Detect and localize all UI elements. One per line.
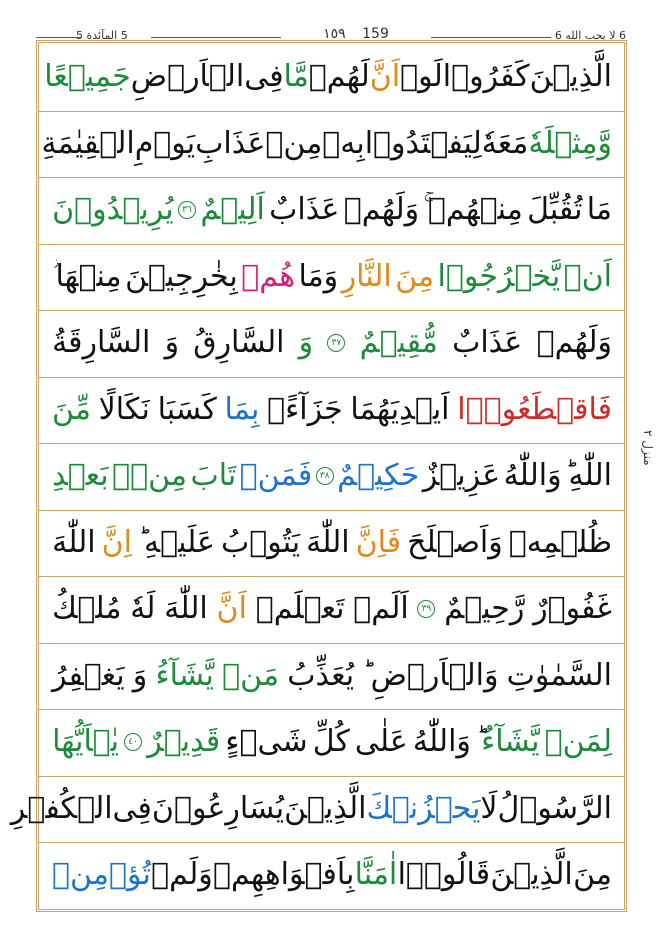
verse-line bbox=[42, 447, 622, 504]
word: كَفَرُوۡا bbox=[442, 59, 530, 94]
word: السَّارِقَةُ bbox=[52, 325, 151, 360]
word: اٰمَنَّا bbox=[354, 857, 398, 892]
word: الۡكُفۡرِ bbox=[10, 790, 113, 826]
line-separator bbox=[39, 244, 625, 245]
word: جَزَآءًۢ bbox=[267, 391, 343, 427]
word: يُرِيۡدُوۡنَ bbox=[52, 192, 174, 227]
word: لِمَنۡ bbox=[544, 724, 612, 759]
word: الَّذِيۡنَ bbox=[284, 790, 367, 826]
header-divider-left bbox=[36, 37, 81, 38]
word: كَسَبَا bbox=[157, 391, 217, 427]
word: مَّا bbox=[283, 59, 309, 94]
word: اَلَمۡ bbox=[353, 591, 409, 626]
word: وَ bbox=[164, 325, 180, 360]
word: يَّشَآءُ bbox=[155, 657, 214, 693]
word: بَعۡدِ bbox=[52, 458, 109, 493]
word: بِخٰرِجِيۡنَ bbox=[125, 258, 238, 294]
word: اَنَّ bbox=[369, 59, 401, 94]
word: اَلِيۡمٌ bbox=[200, 192, 265, 227]
verse-line bbox=[42, 647, 622, 704]
word: الَّذِيۡنَ bbox=[490, 857, 573, 892]
word: مَعَهٗ bbox=[481, 125, 529, 161]
ayah-marker: ٣٦ bbox=[178, 201, 196, 219]
word: اَنَّ bbox=[216, 591, 247, 626]
word: قَالُوۡۤا bbox=[397, 857, 491, 892]
word: نَكَالًا bbox=[98, 391, 150, 427]
word: بِهٖ bbox=[322, 125, 365, 161]
word: يُعَذِّبُ bbox=[287, 657, 355, 693]
ayah-marker: ٣٧ bbox=[327, 334, 345, 352]
verse-line bbox=[42, 248, 622, 305]
word: عَلٰى bbox=[354, 724, 408, 759]
juz-label: 6 لا يحب الله 6 bbox=[554, 29, 626, 42]
word: يَوۡمِ bbox=[134, 125, 196, 161]
word: وَلَمۡ bbox=[151, 857, 213, 892]
word: مِّنَ bbox=[52, 391, 91, 427]
word: عَلَيۡهِ bbox=[143, 524, 215, 560]
line-separator bbox=[39, 842, 625, 843]
word: رَّحِيۡمٌ bbox=[444, 591, 525, 626]
verse-line bbox=[42, 48, 622, 105]
word: حَكِيۡمٌ bbox=[337, 458, 420, 493]
word: مِنۡۢ bbox=[112, 458, 187, 493]
word: وَ bbox=[132, 657, 148, 693]
word: بِاَفۡوَاهِهِمۡ bbox=[213, 857, 355, 892]
word: يُسَارِعُوۡنَ bbox=[151, 790, 285, 826]
word: فِى bbox=[244, 59, 284, 94]
word: قَدِيۡرٌ bbox=[147, 724, 221, 759]
word: تَابَ bbox=[190, 458, 237, 493]
line-separator bbox=[39, 776, 625, 777]
word: الۡقِيٰمَةِ bbox=[41, 125, 135, 161]
word: وَالۡاَرۡضِ bbox=[370, 657, 499, 693]
ayah-marker: ٣٨ bbox=[316, 467, 334, 485]
word: لَهٗ bbox=[130, 591, 156, 626]
word: وَلَهُمۡ bbox=[536, 325, 612, 360]
word: عَذَابٌ bbox=[269, 192, 340, 227]
word: اللّٰهَ bbox=[306, 524, 350, 560]
word: السَّارِقُ bbox=[193, 325, 285, 360]
word: عَزِيۡزٌ bbox=[422, 458, 501, 493]
word: الۡاَرۡضِ bbox=[130, 59, 245, 94]
verse-line bbox=[10, 780, 622, 837]
word: مِنۡهَا bbox=[55, 258, 122, 294]
line-separator bbox=[39, 643, 625, 644]
word: تَعۡلَمۡ bbox=[255, 591, 345, 626]
word: اللّٰهَ bbox=[164, 591, 208, 626]
word: يٰۤاَيُّهَا bbox=[52, 724, 119, 759]
line-separator bbox=[39, 177, 625, 178]
word: وَاللّٰهُ bbox=[503, 458, 562, 493]
word: تُقُبِّلَ bbox=[527, 192, 583, 227]
word: مِنۡ bbox=[265, 125, 323, 161]
word: لَا bbox=[480, 790, 498, 826]
word: اَيۡدِيَهُمَا bbox=[350, 391, 450, 427]
word: هُمۡ bbox=[241, 258, 296, 294]
word: مُّقِيۡمٌ bbox=[359, 325, 438, 360]
word: السَّمٰوٰتِ bbox=[506, 657, 612, 693]
verse-line bbox=[42, 713, 622, 770]
word: فَمَنۡ bbox=[239, 458, 313, 493]
word: الرَّسُوۡلُ bbox=[497, 790, 612, 826]
word: فَاِنَّ bbox=[355, 524, 402, 560]
word: يَحۡزُنۡكَ bbox=[366, 790, 481, 826]
word: مَنۡ bbox=[222, 657, 280, 693]
line-separator bbox=[39, 310, 625, 311]
surah-label: 5 المآئدة 5 bbox=[76, 29, 128, 42]
header-divider bbox=[431, 37, 551, 38]
word: غَفُوۡرٌ bbox=[533, 591, 612, 626]
verse-line bbox=[42, 580, 622, 637]
line-separator bbox=[39, 443, 625, 444]
word: مِنۡهُمۡ bbox=[427, 192, 523, 227]
line-separator bbox=[39, 111, 625, 112]
word: وَّمِثۡلَهٗ bbox=[528, 125, 612, 161]
word: مُلۡكُ bbox=[52, 591, 122, 626]
word: جَمِيۡعًا bbox=[44, 59, 131, 94]
word: وَمَا bbox=[298, 258, 339, 294]
word: مَا bbox=[586, 192, 612, 227]
word: تُؤۡمِنۡ bbox=[52, 857, 151, 892]
word: النَّارِ bbox=[341, 258, 392, 294]
word: شَىۡءٍ bbox=[225, 724, 308, 759]
word: لَوۡ bbox=[400, 59, 443, 94]
line-separator bbox=[39, 377, 625, 378]
word: مِنَ bbox=[395, 258, 435, 294]
word: عَذَابِ bbox=[195, 125, 266, 161]
word: عَذَابٌ bbox=[452, 325, 523, 360]
word: لَهُمۡ bbox=[308, 59, 370, 94]
word: اللّٰهَ bbox=[52, 524, 96, 560]
word: لِيَفۡتَدُوۡا bbox=[364, 125, 482, 161]
word: يَّخۡرُجُوۡا bbox=[437, 258, 561, 294]
manzil-label: منزل ٢ bbox=[641, 430, 655, 466]
word: اِنَّ bbox=[101, 524, 132, 560]
word: اَنۡ bbox=[563, 258, 612, 294]
word: يَتُوۡبُ bbox=[220, 524, 301, 560]
word: يَغۡفِرُ bbox=[52, 657, 125, 693]
word: وَاَصۡلَحَ bbox=[407, 524, 503, 560]
word: وَلَهُمۡ bbox=[343, 192, 420, 227]
word: فَاقۡطَعُوۡۤا bbox=[457, 391, 612, 427]
verse-line bbox=[42, 381, 622, 438]
verse-line bbox=[42, 314, 622, 371]
word: فِى bbox=[112, 790, 152, 826]
verse-line bbox=[42, 181, 622, 238]
line-separator bbox=[39, 576, 625, 577]
word: وَ bbox=[298, 325, 314, 360]
word: اللّٰهِ bbox=[568, 458, 612, 493]
word: يَّشَآءُ bbox=[481, 724, 540, 759]
word: ظُلۡمِهٖ bbox=[508, 524, 612, 560]
header-divider bbox=[151, 37, 281, 38]
line-separator bbox=[39, 510, 625, 511]
word: الَّذِيۡنَ bbox=[529, 59, 612, 94]
line-separator bbox=[39, 709, 625, 710]
page-number-latin: 159 bbox=[362, 26, 389, 42]
word: كُلِّ bbox=[312, 724, 350, 759]
ayah-marker: ٣٩ bbox=[417, 600, 435, 618]
word: مِنَ bbox=[573, 857, 612, 892]
verse-line bbox=[42, 514, 622, 571]
word: بِمَا bbox=[224, 391, 260, 427]
word: وَاللّٰهُ bbox=[412, 724, 471, 759]
page-number-arabic: ١٥٩ bbox=[323, 26, 346, 42]
verse-line bbox=[42, 846, 622, 903]
ayah-marker: ٤٠ bbox=[124, 733, 142, 751]
verse-line bbox=[42, 115, 622, 172]
